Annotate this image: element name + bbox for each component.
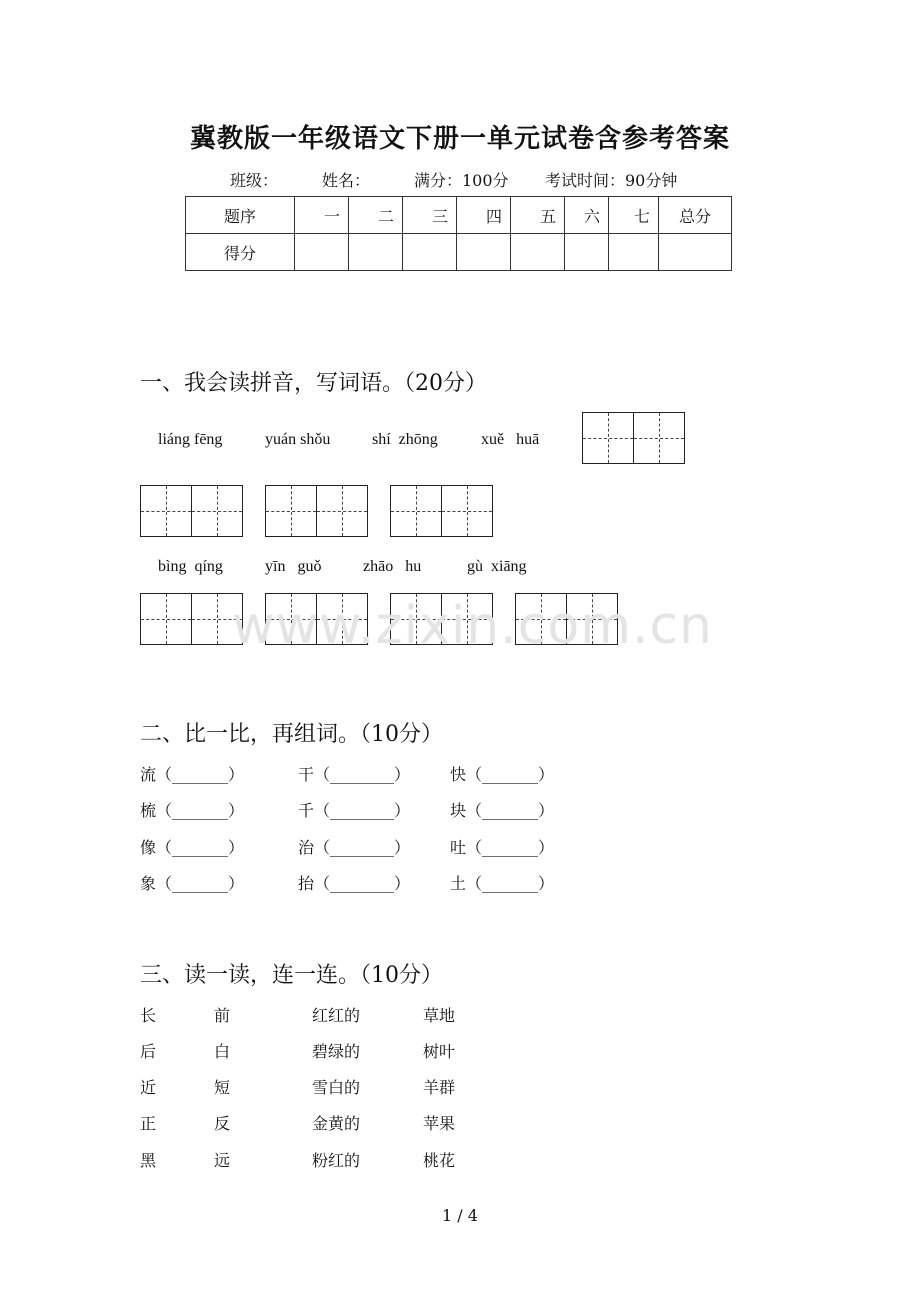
- match-word[interactable]: 后: [140, 1042, 157, 1061]
- char: 快: [450, 765, 467, 784]
- compare-item: [298, 871, 410, 894]
- answer-blank[interactable]: （_______）: [466, 765, 555, 784]
- char: 流: [140, 765, 157, 784]
- compare-item: [140, 871, 244, 894]
- pinyin-item: yīn guǒ: [265, 558, 322, 575]
- score-cell[interactable]: [511, 234, 565, 271]
- match-word[interactable]: 雪白的: [312, 1078, 361, 1097]
- page-number: 1 / 4: [442, 1206, 478, 1225]
- score-cell[interactable]: [457, 234, 511, 271]
- char: 梳: [140, 801, 157, 820]
- name-label: 姓名：: [322, 171, 371, 190]
- score-table-row: [186, 234, 732, 271]
- char: 象: [140, 874, 157, 893]
- char: 块: [450, 801, 467, 820]
- pinyin-item: gù xiāng: [467, 558, 527, 575]
- answer-blank[interactable]: （________）: [314, 765, 411, 784]
- writing-grid[interactable]: [265, 485, 367, 537]
- match-word[interactable]: 近: [140, 1078, 157, 1097]
- writing-grid[interactable]: [582, 412, 684, 464]
- writing-grid[interactable]: [140, 593, 242, 645]
- tianzige-cell[interactable]: [390, 485, 442, 537]
- match-word[interactable]: 白: [214, 1042, 231, 1061]
- compare-item: [298, 835, 410, 858]
- match-word[interactable]: 粉红的: [312, 1151, 361, 1170]
- pinyin-item: yuán shǒu: [265, 431, 331, 448]
- match-word[interactable]: 草地: [423, 1006, 456, 1025]
- tianzige-cell[interactable]: [633, 412, 685, 464]
- class-label: 班级：: [230, 171, 279, 190]
- answer-blank[interactable]: （_______）: [156, 838, 245, 857]
- compare-item: [298, 798, 410, 821]
- score-cell[interactable]: [295, 234, 349, 271]
- section-3-heading: 三、读一读，连一连。（10分）: [140, 963, 443, 988]
- tianzige-cell[interactable]: [316, 485, 368, 537]
- match-word[interactable]: 树叶: [423, 1042, 456, 1061]
- char: 吐: [450, 838, 467, 857]
- match-word[interactable]: 反: [214, 1114, 231, 1133]
- match-word[interactable]: 金黄的: [312, 1114, 361, 1133]
- answer-blank[interactable]: （_______）: [156, 801, 245, 820]
- match-word[interactable]: 羊群: [423, 1078, 456, 1097]
- char: 千: [298, 801, 315, 820]
- char: 干: [298, 765, 315, 784]
- answer-blank[interactable]: （________）: [314, 874, 411, 893]
- match-word[interactable]: 短: [214, 1078, 231, 1097]
- score-header-cell: 总分: [659, 197, 732, 234]
- score-header-cell: 五: [511, 197, 565, 234]
- score-header-cell: 题序: [186, 197, 295, 234]
- answer-blank[interactable]: （_______）: [466, 838, 555, 857]
- pinyin-item: liáng fēng: [158, 431, 223, 448]
- compare-item: [450, 835, 554, 858]
- tianzige-cell[interactable]: [191, 485, 243, 537]
- tianzige-cell[interactable]: [140, 593, 192, 645]
- compare-item: [450, 762, 554, 785]
- writing-grid[interactable]: [140, 485, 242, 537]
- char: 土: [450, 874, 467, 893]
- tianzige-cell[interactable]: [582, 412, 634, 464]
- score-cell[interactable]: [609, 234, 659, 271]
- section-1-heading: 一、我会读拼音，写词语。（20分）: [140, 371, 487, 396]
- score-header-cell: 一: [295, 197, 349, 234]
- match-word[interactable]: 苹果: [423, 1114, 456, 1133]
- answer-blank[interactable]: （_______）: [156, 765, 245, 784]
- full-score-label: 满分：100分: [414, 171, 509, 190]
- tianzige-cell[interactable]: [265, 485, 317, 537]
- pinyin-item: bìng qíng: [158, 558, 223, 575]
- score-header-cell: 二: [349, 197, 403, 234]
- exam-time-label: 考试时间：90分钟: [545, 171, 678, 190]
- watermark: www.zixin.com.cn: [232, 596, 713, 656]
- compare-item: [140, 835, 244, 858]
- match-word[interactable]: 黑: [140, 1151, 157, 1170]
- score-header-cell: 七: [609, 197, 659, 234]
- score-row-label: 得分: [186, 234, 295, 271]
- score-table: [185, 196, 732, 271]
- char: 抬: [298, 874, 315, 893]
- pinyin-item: zhāo hu: [363, 558, 422, 575]
- pinyin-item: xuě huā: [481, 431, 540, 448]
- answer-blank[interactable]: （________）: [314, 801, 411, 820]
- match-word[interactable]: 桃花: [423, 1151, 456, 1170]
- match-word[interactable]: 碧绿的: [312, 1042, 361, 1061]
- answer-blank[interactable]: （_______）: [466, 801, 555, 820]
- answer-blank[interactable]: （_______）: [156, 874, 245, 893]
- score-header-cell: 四: [457, 197, 511, 234]
- answer-blank[interactable]: （________）: [314, 838, 411, 857]
- tianzige-cell[interactable]: [441, 485, 493, 537]
- score-header-cell: 六: [565, 197, 609, 234]
- section-2-heading: 二、比一比，再组词。（10分）: [140, 722, 443, 747]
- score-cell[interactable]: [565, 234, 609, 271]
- char: 治: [298, 838, 315, 857]
- match-word[interactable]: 正: [140, 1114, 157, 1133]
- tianzige-cell[interactable]: [140, 485, 192, 537]
- compare-item: [140, 798, 244, 821]
- compare-item: [298, 762, 410, 785]
- page-title: 冀教版一年级语文下册一单元试卷含参考答案: [189, 124, 730, 154]
- score-table-header-row: [186, 197, 732, 234]
- answer-blank[interactable]: （_______）: [466, 874, 555, 893]
- compare-item: [140, 762, 244, 785]
- char: 像: [140, 838, 157, 857]
- match-word[interactable]: 前: [214, 1006, 231, 1025]
- writing-grid[interactable]: [390, 485, 492, 537]
- score-cell[interactable]: [659, 234, 732, 271]
- match-word[interactable]: 长: [140, 1006, 157, 1025]
- match-word[interactable]: 红红的: [312, 1006, 361, 1025]
- score-header-cell: 三: [403, 197, 457, 234]
- compare-item: [450, 871, 554, 894]
- compare-item: [450, 798, 554, 821]
- match-word[interactable]: 远: [214, 1151, 231, 1170]
- pinyin-item: shí zhōng: [372, 431, 438, 448]
- score-cell[interactable]: [403, 234, 457, 271]
- score-cell[interactable]: [349, 234, 403, 271]
